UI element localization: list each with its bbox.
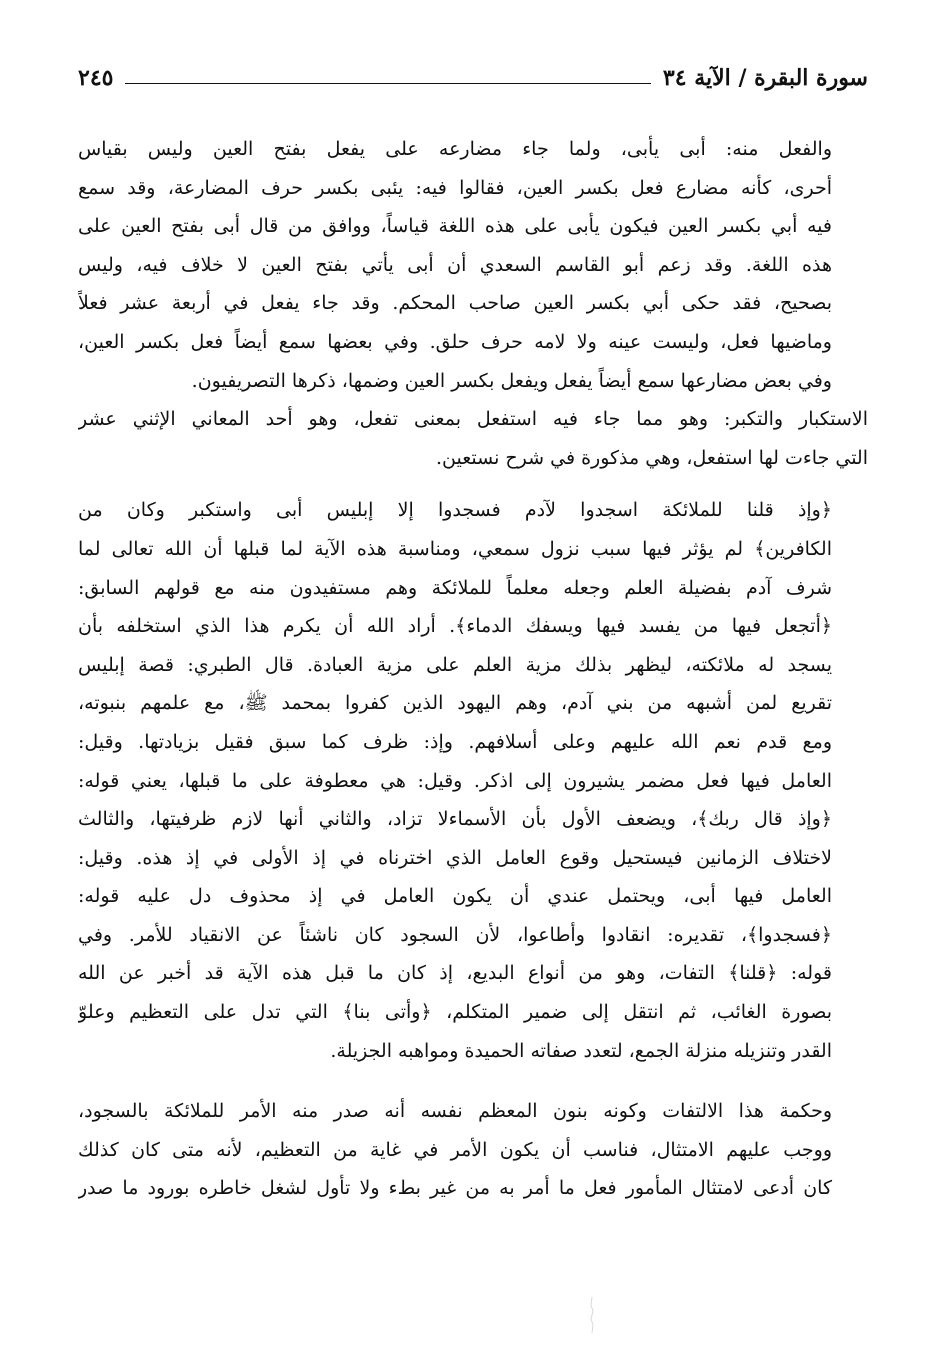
header-rule [125, 83, 650, 84]
text-line: بصحيح، فقد حكى أبي بكسر العين صاحب المحكم. وقد جاء يفعل في أربعة عشر فعلاً [78, 292, 832, 315]
text-line: والفعل منه: أبى يأبى، ولما جاء مضارعه على يفعل بفتح العين وليس بقياس [78, 138, 832, 160]
text-line: التي جاءت لها استفعل، وهي مذكورة في شرح نستعين. [435, 446, 868, 469]
text-line: تقريع لمن أشبهه من بني آدم، وهم اليهود الذين كفروا بمحمد ﷺ، مع علمهم بنبوته، [78, 692, 832, 715]
text-line: قوله: ﴿قلنا﴾ التفات، وهو من أنواع البديع، إذ كان ما قبل هذه الآية قد أخبر عن الله [78, 962, 832, 985]
text-line: فيه أبي بكسر العين فيكون يأبى على هذه اللغة قياساً، ووافق من قال أبى بفتح العين على [78, 215, 832, 238]
text-line: العامل فيها أبى، ويحتمل عندي أن يكون العامل في إذ محذوف دل عليه قوله: [78, 885, 832, 908]
text-line: بصورة الغائب، ثم انتقل إلى ضمير المتكلم، ﴿وأتى بنا﴾ التي تدل على التعظيم وعلوّ [78, 1001, 832, 1024]
paragraph-istikbar [78, 400, 868, 477]
text-line: ﴿وإذ قلنا للملائكة اسجدوا لآدم فسجدوا إلا إبليس أبى واستكبر وكان من [78, 499, 832, 522]
text-line: وحكمة هذا الالتفات وكونه بنون المعظم نفسه أنه صدر منه الأمر للملائكة بالسجود، [78, 1100, 832, 1123]
page-number: ٢٤٥ [78, 65, 114, 91]
text-line: وفي بعض مضارعها سمع أيضاً يفعل ويفعل بكسر العين وضمها، ذكرها التصريفيون. [191, 369, 832, 392]
text-line: أحرى، كأنه مضارع فعل بكسر العين، فقالوا فيه: يئبى بكسر حرف المضارعة، وقد سمع [78, 176, 832, 199]
paragraph-verb-morphology [78, 130, 868, 400]
paragraph-verse-commentary [78, 491, 868, 1070]
text-line: ومع قدم نعم الله عليهم وعلى أسلافهم. وإذ: ظرف كما سبق فقيل بزيادتها. وقيل: [78, 730, 832, 753]
text-line: لاختلاف الزمانين فيستحيل وقوع العامل الذي اخترناه في إذ الأولى في إذ هذه. وقيل: [78, 846, 832, 869]
text-line: العامل فيها فعل مضمر يشيرون إلى اذكر. وقيل: هي معطوفة على ما قبلها، يعني قوله: [78, 769, 832, 792]
paragraph-iltifat-wisdom [78, 1092, 868, 1208]
text-line: القدر وتنزيله منزلة الجمع، لتعدد صفاته الحميدة ومواهبه الجزيلة. [330, 1039, 832, 1062]
text-line: كان أدعى لامتثال المأمور فعل ما أمر به من غير بطء ولا تأول لشغل خاطره بورود ما صدر [78, 1177, 832, 1200]
text-line: شرف آدم بفضيلة العلم وجعله معلماً للملائكة وهم مستفيدون منه مع قولهم السابق: [78, 576, 832, 599]
text-line: وماضيها فعل، وليست عينه ولا لامه حرف حلق. وفي بعضها سمع أيضاً فعل بكسر العين، [78, 330, 832, 353]
text-line: ﴿أتجعل فيها من يفسد فيها ويسفك الدماء﴾. أراد الله أن يكرم هذا الذي استخلفه بأن [78, 615, 832, 638]
text-line: هذه اللغة. وقد زعم أبو القاسم السعدي أن أبى يأتي بفتح العين لا خلاف فيه، وليس [78, 253, 832, 276]
running-header [78, 52, 868, 92]
header-title: سورة البقرة / الآية ٣٤ [662, 65, 868, 91]
text-line: ووجب عليهم الامتثال، فناسب أن يكون الأمر في غاية من التعظيم، لأنه متى كان كذلك [78, 1138, 833, 1161]
text-line: ﴿وإذ قال ربك﴾، ويضعف الأول بأن الأسماءلا تزاد، والثاني أنها لازم ظرفيتها، والثالث [78, 808, 832, 831]
text-line: الاستكبار والتكبر: وهو مما جاء فيه استفعل بمعنى تفعل، وهو أحد المعاني الإثني عشر [78, 408, 868, 431]
body-text [78, 130, 868, 1208]
scan-artifact-icon [585, 1295, 599, 1335]
text-line: ﴿فسجدوا﴾، تقديره: انقادوا وأطاعوا، لأن السجود كان ناشئاً عن الانقياد للأمر. وفي [78, 923, 832, 946]
text-line: الكافرين﴾ لم يؤثر فيها سبب نزول سمعي، ومناسبة هذه الآية لما قبلها أن الله تعالى لما [78, 537, 832, 560]
text-line: يسجد له ملائكته، ليظهر بذلك مزية العلم على مزية العبادة. قال الطبري: قصة إبليس [78, 653, 832, 676]
